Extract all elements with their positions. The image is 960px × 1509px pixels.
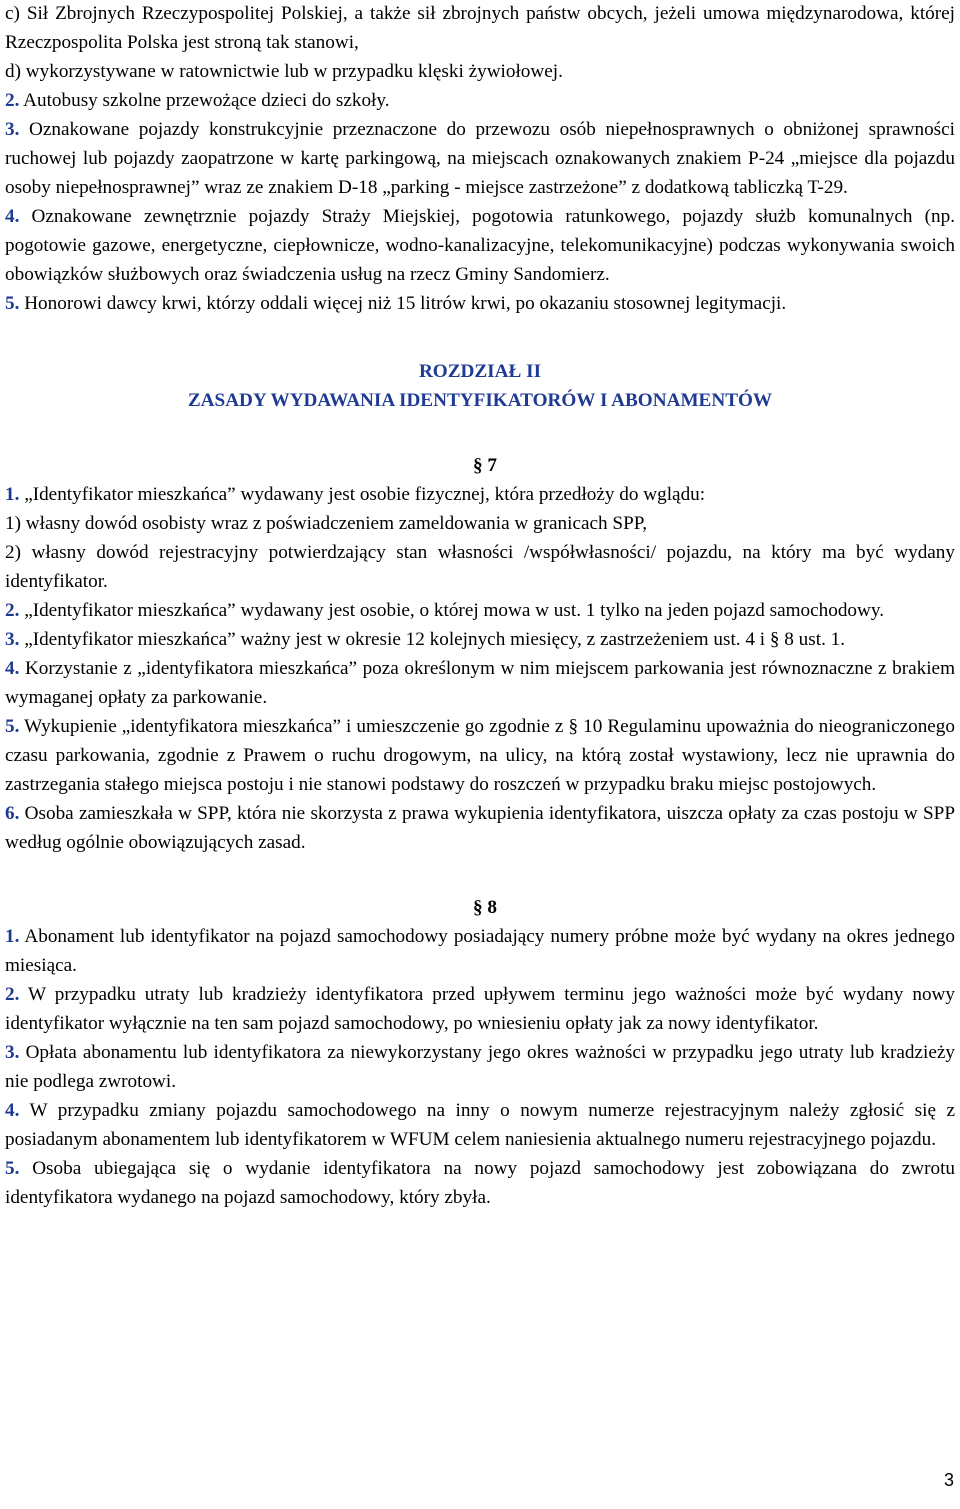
paragraph-text: „Identyfikator mieszkańca” wydawany jest osobie, o której mowa w ust. 1 tylko na jeden pojazd samochodowy. (24, 600, 885, 621)
paragraph-number: 6. (5, 803, 20, 824)
paragraph-number: 5. (5, 716, 20, 737)
paragraph-number: 3. (5, 1042, 20, 1063)
paragraph-text: d) wykorzystywane w ratownictwie lub w przypadku klęski żywiołowej. (5, 61, 563, 82)
paragraph-number: 2. (5, 90, 20, 111)
section-7-heading: § 7 (473, 455, 497, 476)
paragraph-text: Abonament lub identyfikator na pojazd samochodowy posiadający numery próbne może być wydany na okres jednego miesiąca. (5, 926, 955, 976)
paragraph-text: Osoba zamieszkała w SPP, która nie skorzysta z prawa wykupienia identyfikatora, uiszcza opłaty za czas postoju w SPP według ogólnie obowiązujących zasad. (5, 803, 956, 853)
paragraph-intro-3 (5, 115, 955, 202)
section-7-paragraph-5 (5, 712, 955, 799)
section-7-item-1 (5, 509, 955, 538)
paragraph-number: 5. (5, 293, 20, 314)
paragraph-number: 4. (5, 206, 20, 227)
paragraph-intro-2 (5, 86, 955, 115)
page-number: 3 (943, 1470, 954, 1490)
paragraph-intro-c (5, 0, 955, 57)
paragraph-text: „Identyfikator mieszkańca” ważny jest w okresie 12 kolejnych miesięcy, z zastrzeżeniem ust. 4 i § 8 ust. 1. (24, 629, 846, 650)
paragraph-text: Oznakowane zewnętrznie pojazdy Straży Miejskiej, pogotowia ratunkowego, pojazdy służb komunalnych (np. pogotowie gazowe, energetyczne, ciepłownicze, wodno-kanalizacyjne, telekomunikacyjne) podczas wykonywania swoich obowiązków służbowych oraz świadczenia usług na rzecz Gminy Sandomierz. (5, 206, 955, 285)
paragraph-intro-5 (5, 289, 955, 318)
paragraph-text: Oznakowane pojazdy konstrukcyjnie przeznaczone do przewozu osób niepełnosprawnych o obniżonej sprawności ruchowej lub pojazdy zaopatrzone w kartę parkingową, na miejscach oznakowanych znakiem P-24 „miejsce dla pojazdu osoby niepełnosprawnej” wraz ze znakiem D-18 „parking - miejsce zastrzeżone” z dodatkową tabliczką T-29. (5, 119, 956, 198)
section-8-paragraph-2 (5, 980, 955, 1038)
paragraph-text: Korzystanie z „identyfikatora mieszkańca” poza określonym w nim miejscem parkowania jest równoznaczne z brakiem wymaganej opłaty za parkowanie. (5, 658, 955, 708)
section-8-paragraph-1 (5, 922, 955, 980)
chapter-subtitle: ZASADY WYDAWANIA IDENTYFIKATORÓW I ABONAMENTÓW (187, 390, 773, 411)
section-8-heading: § 8 (473, 897, 497, 918)
paragraph-intro-d (5, 57, 955, 86)
section-8-paragraph-5 (5, 1154, 955, 1212)
section-7-paragraph-6 (5, 799, 955, 857)
section-7-paragraph-3 (5, 625, 955, 654)
paragraph-number: 3. (5, 119, 20, 140)
paragraph-text: c) Sił Zbrojnych Rzeczypospolitej Polskiej, a także sił zbrojnych państw obcych, jeżeli umowa międzynarodowa, której Rzeczpospolita Polska jest stroną tak stanowi, (5, 3, 955, 53)
paragraph-number: 2. (5, 600, 20, 621)
paragraph-text: Osoba ubiegająca się o wydanie identyfikatora na nowy pojazd samochodowy jest zobowiązana do zwrotu identyfikatora wydanego na pojazd samochodowy, który zbyła. (5, 1158, 956, 1208)
section-7-paragraph-4 (5, 654, 955, 712)
paragraph-text: Opłata abonamentu lub identyfikatora za niewykorzystany jego okres ważności w przypadku jego utraty lub kradzieży nie podlega zwrotowi. (5, 1042, 956, 1092)
paragraph-number: 5. (5, 1158, 20, 1179)
paragraph-text: Wykupienie „identyfikatora mieszkańca” i umieszczenie go zgodnie z § 10 Regulaminu upoważnia do nieograniczonego czasu parkowania, zgodnie z Prawem o ruchu drogowym, na ulicy, na którą został wystawiony, lecz nie uprawnia do zastrzegania stałego miejsca postoju i nie stanowi podstawy do roszczeń w przypadku braku miejsc postojowych. (5, 716, 955, 795)
paragraph-text: Honorowi dawcy krwi, którzy oddali więcej niż 15 litrów krwi, po okazaniu stosownej legitymacji. (24, 293, 787, 314)
paragraph-number: 1. (5, 484, 20, 505)
paragraph-number: 4. (5, 658, 20, 679)
section-7-paragraph-2 (5, 596, 955, 625)
paragraph-text: 1) własny dowód osobisty wraz z poświadczeniem zameldowania w granicach SPP, (5, 513, 648, 534)
paragraph-intro-4 (5, 202, 955, 289)
chapter-title: ROZDZIAŁ II (418, 361, 542, 382)
document-page (5, 0, 955, 1212)
paragraph-text: W przypadku utraty lub kradzieży identyfikatora przed upływem terminu jego ważności może być wydany nowy identyfikator wyłącznie na ten sam pojazd samochodowy, po wniesieniu opłaty jak za nowy identyfikator. (5, 984, 955, 1034)
paragraph-text: Autobusy szkolne przewożące dzieci do szkoły. (23, 90, 390, 111)
paragraph-text: „Identyfikator mieszkańca” wydawany jest osobie fizycznej, która przedłoży do wglądu: (24, 484, 706, 505)
paragraph-number: 1. (5, 926, 20, 947)
paragraph-text: W przypadku zmiany pojazdu samochodowego na inny o nowym numerze rejestracyjnym należy zgłosić się z posiadanym abonamentem lub identyfikatorem w WFUM celem naniesienia aktualnego numeru rejestracyjnego pojazdu. (5, 1100, 956, 1150)
paragraph-number: 2. (5, 984, 20, 1005)
paragraph-number: 3. (5, 629, 20, 650)
paragraph-text: 2) własny dowód rejestracyjny potwierdzający stan własności /współwłasności/ pojazdu, na który ma być wydany identyfikator. (5, 542, 955, 592)
section-8-paragraph-3 (5, 1038, 955, 1096)
section-7-item-2 (5, 538, 955, 596)
section-7-paragraph-1 (5, 480, 955, 509)
section-8-paragraph-4 (5, 1096, 955, 1154)
paragraph-number: 4. (5, 1100, 20, 1121)
